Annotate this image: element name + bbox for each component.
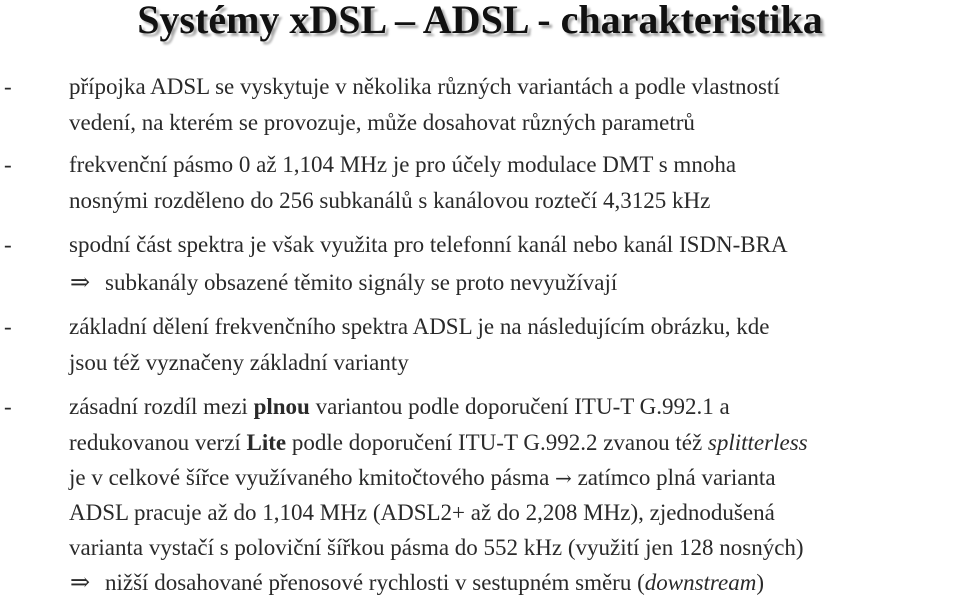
text-run: ) xyxy=(756,570,765,595)
text-run: zásadní rozdíl mezi xyxy=(69,394,254,419)
bullet-3-text-1: spodní část spektra je však využita pro telefonní kanál nebo kanál ISDN-BRA xyxy=(69,232,788,257)
bullet-5-text-3 xyxy=(69,460,776,496)
implies-arrow-icon: ⇒ xyxy=(70,270,91,296)
text-run: variantou podle doporučení ITU-T G.992.1 a xyxy=(309,394,730,419)
bullet-3-line-1 xyxy=(0,227,960,263)
bullet-dash: - xyxy=(4,152,12,177)
bullet-5-arrow-text xyxy=(105,565,764,601)
bullet-5-text-1 xyxy=(69,389,730,425)
bullet-5-text-5: varianta vystačí s poloviční šířkou pásma do 552 kHz (využití jen 128 nosných) xyxy=(69,535,804,560)
text-run: nižší dosahované přenosové rychlosti v sestupném směru ( xyxy=(105,570,645,595)
bullet-3-arrow-text: subkanály obsazené těmito signály se proto nevyužívají xyxy=(105,270,618,295)
bullet-4-text-1: základní dělení frekvenčního spektra ADSL je na následujícím obrázku, kde xyxy=(69,314,770,339)
bullet-3-arrow-line xyxy=(0,265,960,301)
bullet-4-text-2: jsou též vyznačeny základní varianty xyxy=(69,350,409,375)
bullet-4-line-1 xyxy=(0,309,960,345)
bullet-5-line-1 xyxy=(0,389,960,425)
bullet-5-arrow-line xyxy=(0,565,960,601)
bullet-dash: - xyxy=(4,314,12,339)
text-run: podle doporučení ITU-T G.992.2 zvanou též xyxy=(286,430,708,455)
bullet-1-line-1 xyxy=(0,69,960,105)
bullet-dash: - xyxy=(4,232,12,257)
italic-term-splitterless: splitterless xyxy=(707,430,808,455)
bullet-5-line-5 xyxy=(0,530,960,566)
bullet-5-line-3 xyxy=(0,460,960,496)
bullet-2-line-2 xyxy=(0,183,960,219)
slide-title: Systémy xDSL – ADSL - charakteristika xyxy=(137,0,823,42)
bullet-2-line-1 xyxy=(0,147,960,183)
bullet-2-text-1: frekvenční pásmo 0 až 1,104 MHz je pro účely modulace DMT s mnoha xyxy=(69,152,737,177)
implies-arrow-icon: ⇒ xyxy=(70,570,91,596)
bullet-5-text-2 xyxy=(69,425,808,461)
bullet-2-text-2: nosnými rozděleno do 256 subkanálů s kanálovou roztečí 4,3125 kHz xyxy=(69,188,711,213)
bullet-5-line-2 xyxy=(0,425,960,461)
bullet-5-text-4: ADSL pracuje až do 1,104 MHz (ADSL2+ až do 2,208 MHz), zjednodušená xyxy=(69,500,775,525)
bullet-5-line-4 xyxy=(0,495,960,531)
text-run: je v celkové šířce využívaného kmitočtového pásma xyxy=(69,465,556,490)
text-run: zatímco plná varianta xyxy=(571,465,776,490)
bullet-dash: - xyxy=(4,394,12,419)
bullet-1-text-2: vedení, na kterém se provozuje, může dosahovat různých parametrů xyxy=(69,110,695,135)
italic-term-downstream: downstream xyxy=(644,570,757,595)
bullet-1-text-1: přípojka ADSL se vyskytuje v několika různých variantách a podle vlastností xyxy=(69,74,780,99)
bold-term-plnou: plnou xyxy=(253,394,310,419)
bold-term-lite: Lite xyxy=(246,430,287,455)
bullet-1-line-2 xyxy=(0,105,960,141)
bullet-dash: - xyxy=(4,74,12,99)
bullet-4-line-2 xyxy=(0,345,960,381)
text-run: redukovanou verzí xyxy=(69,430,247,455)
right-arrow-icon: → xyxy=(555,466,572,490)
